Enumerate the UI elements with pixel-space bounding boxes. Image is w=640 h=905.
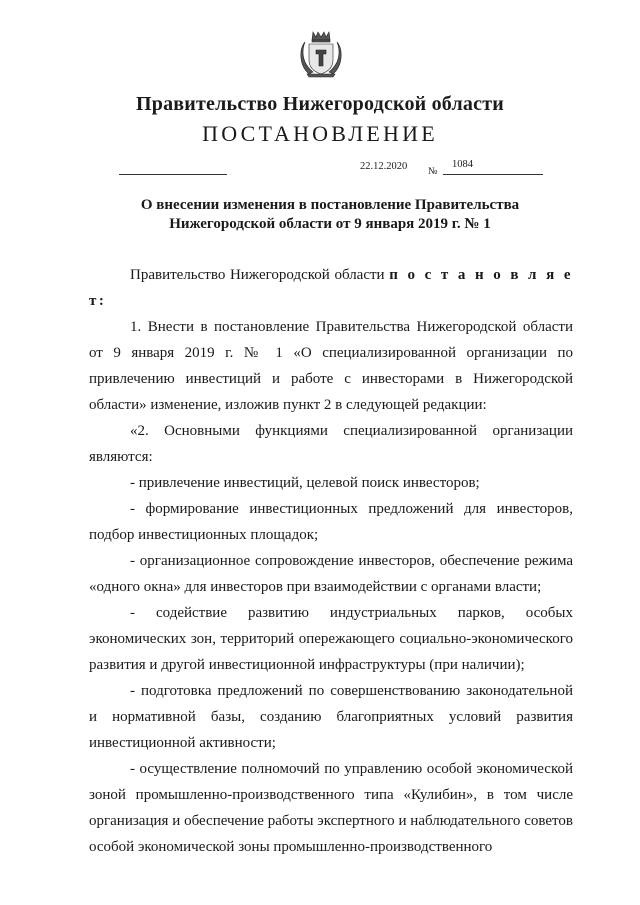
coat-of-arms-icon [299, 28, 343, 78]
intro-paragraph [89, 262, 573, 314]
number-underline [443, 174, 543, 175]
subject-line-2: Нижегородской области от 9 января 2019 г. № 1 [169, 216, 491, 232]
document-number: 1084 [452, 159, 473, 170]
paragraph-6: - содействие развитию индустриальных парков, особых экономических зон, территорий опережающего социально-экономического развития и другой инвестиционной инфраструктуры (при наличии); [89, 605, 573, 673]
organization-title: Правительство Нижегородской области [136, 93, 504, 115]
paragraph-4: - формирование инвестиционных предложений для инвесторов, подбор инвестиционных площадок; [89, 501, 573, 543]
intro-lead: Правительство Нижегородской области [130, 267, 390, 283]
document-subject [90, 196, 570, 234]
paragraph-5: - организационное сопровождение инвесторов, обеспечение режима «одного окна» для инвесторов при взаимодействии с органами власти; [89, 553, 573, 595]
subject-line-1: О внесении изменения в постановление Правительства [140, 197, 520, 213]
paragraph-1: 1. Внести в постановление Правительства Нижегородской области от 9 января 2019 г. № 1 «О специализированной организации по привлечению инвестиций и работе с инвесторами в Нижегородской области» изменение, изложив пункт 2 в следующей редакции: [89, 319, 573, 413]
document-type: ПОСТАНОВЛЕНИЕ [202, 121, 438, 146]
paragraph-8: - осуществление полномочий по управлению особой экономической зоной промышленно-производственного типа «Кулибин», в том числе организация и обеспечение работы экспертного и наблюдательного советов особой экономической зоны промышленно-производственного [89, 761, 573, 855]
date-left-blank-line [119, 174, 227, 175]
document-body [89, 262, 573, 860]
paragraph-3: - привлечение инвестиций, целевой поиск инвесторов; [130, 475, 480, 491]
paragraph-7: - подготовка предложений по совершенствованию законодательной и нормативной базы, созданию благоприятных условий развития инвестиционной активности; [89, 683, 573, 751]
paragraph-2: «2. Основными функциями специализированной организации являются: [89, 423, 573, 465]
number-sign: № [428, 166, 438, 177]
intro-resolves: п о с т а н о в л я е т: [89, 267, 573, 309]
document-date: 22.12.2020 [360, 161, 408, 172]
